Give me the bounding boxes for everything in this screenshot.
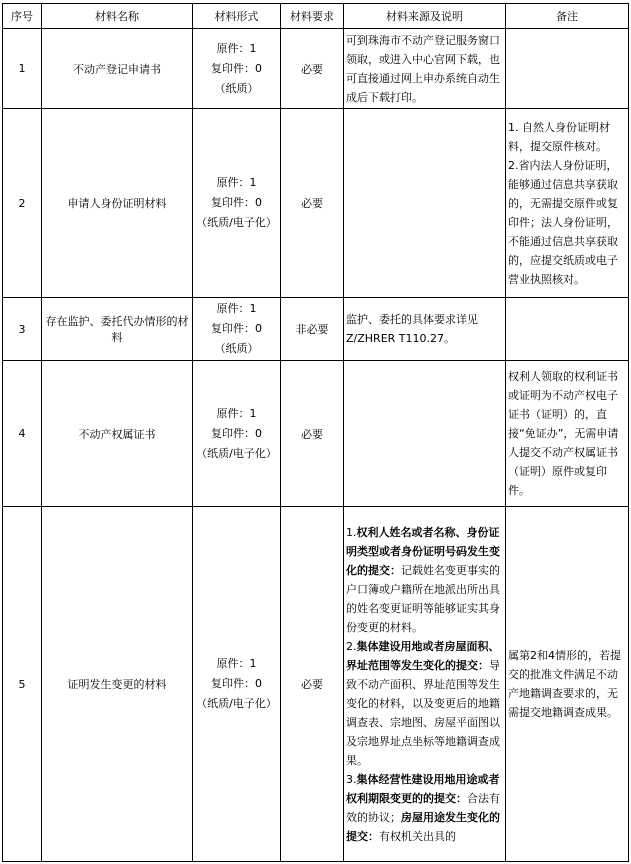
source-item-heading: 集体建设用地或者房屋面积、界址范围等发生变化的提交：: [346, 639, 500, 672]
row-form: [193, 507, 281, 862]
row-requirement: 必要: [281, 29, 344, 109]
row-remark: [506, 109, 629, 298]
row-requirement: 必要: [281, 109, 344, 298]
header-source: 材料来源及说明: [344, 4, 506, 29]
source-item-text: 记载姓名变更事实的户口簿或户籍所在地派出所出具的姓名变更证明等能够证实其身份变更的材料。: [346, 563, 500, 634]
form-original: 原件：1: [216, 41, 257, 55]
source-item-heading: 集体经营性建设用地用途或者权利期限变更的的提交：: [346, 772, 500, 805]
row-no: 4: [3, 361, 42, 507]
form-original: 原件：1: [216, 176, 257, 189]
row-name: 不动产权属证书: [42, 361, 193, 507]
row-remark: [506, 298, 629, 361]
header-no: 序号: [3, 4, 42, 29]
row-form: [193, 361, 281, 507]
form-medium: （纸质）: [214, 342, 259, 355]
source-item-heading: 房屋用途发生变化的提交：: [346, 810, 500, 843]
source-item-prefix: 2.: [346, 639, 357, 653]
header-form: 材料形式: [193, 4, 281, 29]
table-row: [3, 361, 629, 507]
row-form: [193, 109, 281, 298]
row-requirement: 必要: [281, 361, 344, 507]
table-row: [3, 298, 629, 361]
source-item-text: 合法有效的协议；: [346, 791, 500, 824]
header-requirement: 材料要求: [281, 4, 344, 29]
form-copy: 复印件：0: [211, 196, 262, 209]
row-source: [344, 507, 506, 862]
row-name: 申请人身份证明材料: [42, 109, 193, 298]
form-copy: 复印件：0: [211, 677, 262, 690]
form-original: 原件：1: [216, 657, 257, 670]
row-name: 证明发生变更的材料: [42, 507, 193, 862]
row-form: [193, 298, 281, 361]
header-name: 材料名称: [42, 4, 193, 29]
source-item: [346, 770, 503, 846]
row-no: 2: [3, 109, 42, 298]
form-copy: 复印件：0: [211, 426, 262, 440]
table-row: [3, 29, 629, 109]
row-no: 5: [3, 507, 42, 862]
materials-table: [2, 3, 629, 862]
row-remark: 权利人领取的权利证书或证明为不动产权电子证书（证明）的，直接“免证办”，无需申请人提交不动产权属证书（证明）原件或复印件。: [506, 361, 629, 507]
source-item-heading: 权利人姓名或者名称、身份证明类型或者身份证明号码发生变化的提交：: [346, 525, 500, 577]
form-medium: （纸质/电子化）: [196, 697, 277, 710]
source-item-text: 导致不动产面积、界址范围等发生变化的材料，以及变更后的地籍调查表、宗地图、房屋平面图以及宗地界址点坐标等地籍调查成果。: [346, 658, 500, 767]
source-item: [346, 637, 503, 770]
row-remark: [506, 29, 629, 109]
row-source: 可到珠海市不动产登记服务窗口领取，或进入中心官网下载，也可直接通过网上申办系统自动生成后下载打印。: [344, 29, 506, 109]
source-item-text: 有权机关出具的: [379, 829, 456, 843]
source-item-prefix: 3.: [346, 772, 357, 786]
row-no: 1: [3, 29, 42, 109]
table-row: [3, 109, 629, 298]
row-source: 监护、委托的具体要求详见Z/ZHRER T110.27。: [344, 298, 506, 361]
row-name: 不动产登记申请书: [42, 29, 193, 109]
form-medium: （纸质/电子化）: [196, 216, 277, 229]
form-copy: 复印件：0: [211, 61, 262, 75]
table-row: [3, 507, 629, 862]
form-medium: （纸质/电子化）: [196, 446, 277, 460]
source-item: [346, 523, 503, 637]
row-requirement: 必要: [281, 507, 344, 862]
form-copy: 复印件：0: [211, 322, 262, 335]
form-original: 原件：1: [216, 302, 257, 315]
row-name: 存在监护、委托代办情形的材料: [42, 298, 193, 361]
form-medium: （纸质）: [214, 81, 259, 95]
row-source: [344, 361, 506, 507]
row-source: [344, 109, 506, 298]
header-remark: 备注: [506, 4, 629, 29]
source-item-prefix: 1.: [346, 525, 357, 539]
table-header-row: [3, 4, 629, 29]
remark-item: 2.省内法人身份证明，能够通过信息共享获取的，无需提交原件或复印件；法人身份证明，不能通过信息共享获取的，应提交纸质或电子营业执照核对。: [508, 158, 618, 286]
remark-item: 1. 自然人身份证明材料，提交原件核对。: [508, 120, 610, 153]
row-form: [193, 29, 281, 109]
row-requirement: 非必要: [281, 298, 344, 361]
row-no: 3: [3, 298, 42, 361]
row-remark: 属第2和4情形的，若提交的批准文件满足不动产地籍调查要求的，无需提交地籍调查成果。: [506, 507, 629, 862]
form-original: 原件：1: [216, 406, 257, 420]
